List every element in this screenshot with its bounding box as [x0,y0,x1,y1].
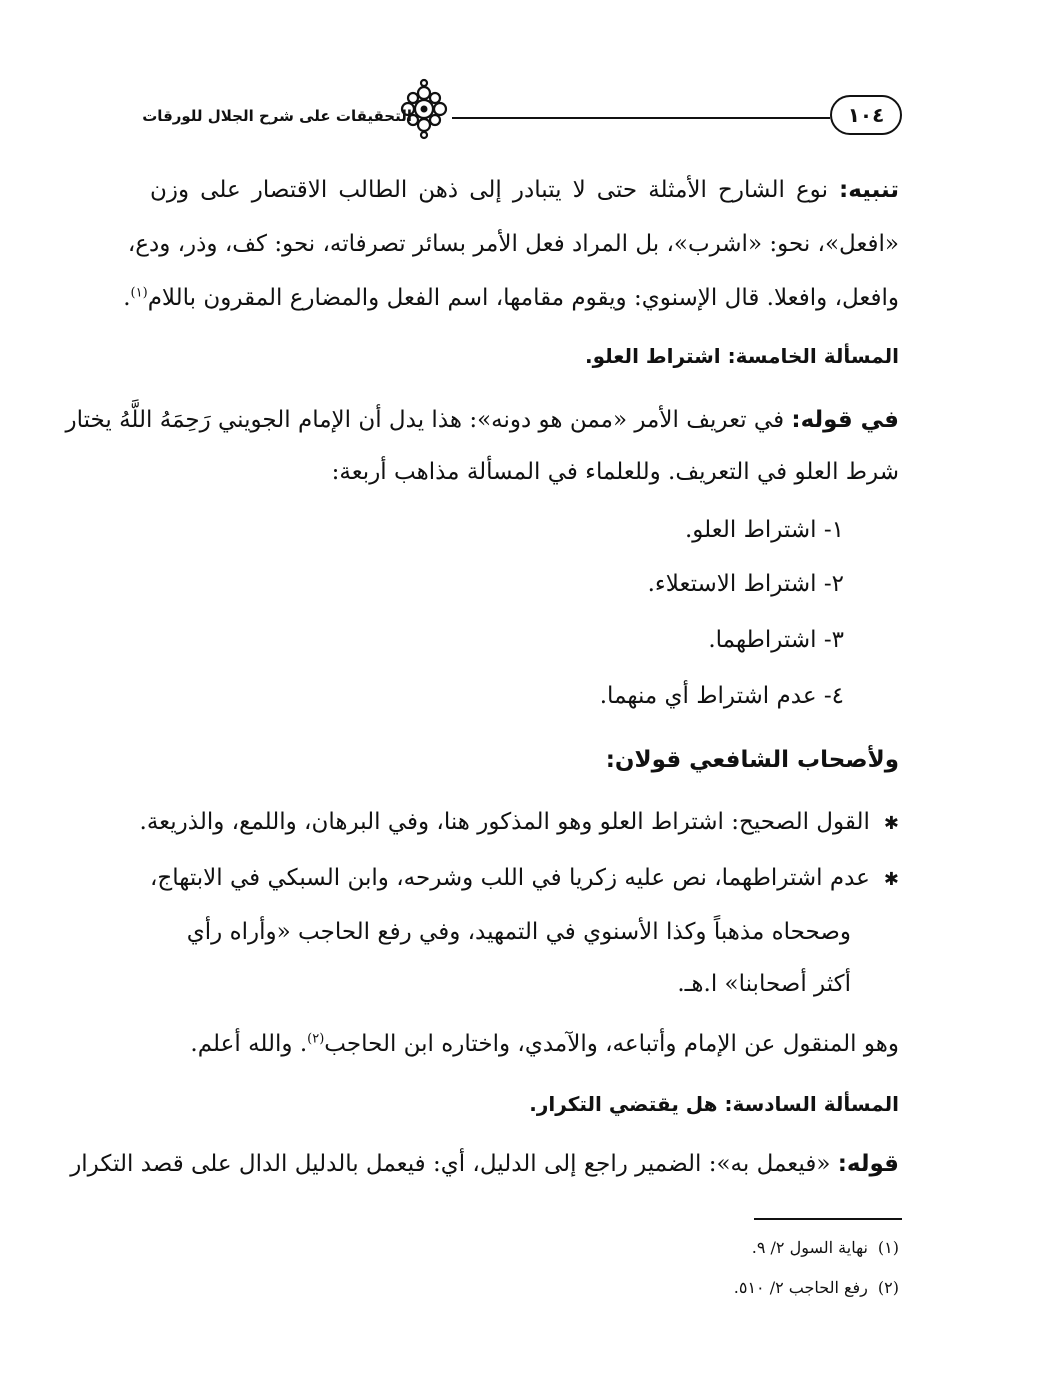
text-line: تنبيه: نوع الشارح الأمثلة حتى لا يتبادر إلى ذهن الطالب الاقتصار على وزن [150,177,899,203]
text-line: وافعل، وافعلا. قال الإسنوي: ويقوم مقامها، اسم الفعل والمضارع المقرون باللام$^{(١)}$. [123,285,899,311]
list-item: ٢- اشتراط الاستعلاء. [647,571,844,597]
bullet-item: ✱عدم اشتراطهما، نص عليه زكريا في اللب وشرحه، وابن السبكي في الابتهاج، [150,856,899,902]
footnote-ref[interactable]: (١) [130,285,148,301]
footnote-rule [754,1218,902,1220]
text-line: شرط العلو في التعريف. وللعلماء في المسألة مذاهب أربعة: [331,459,899,485]
text-line: في قوله: في تعريف الأمر «ممن هو دونه»: هذا يدل أن الإمام الجويني رَحِمَهُ اللَّهُ يختار [65,407,899,433]
text-line: قوله: «فيعمل به»: الضمير راجع إلى الدليل، أي: فيعمل بالدليل الدال على قصد التكرار [70,1151,899,1177]
footnote: (٢)رفع الحاجب ٢/ ٥١٠. [733,1278,899,1297]
text-line: «افعل»، نحو: «اشرب»، بل المراد فعل الأمر بسائر تصرفاته، نحو: كف، وذر، ودع، [127,231,899,257]
text-line: وهو المنقول عن الإمام وأتباعه، والآمدي، واختاره ابن الحاجب$^{(٢)}$. والله أعلم. [190,1031,899,1057]
lead-term: في قوله: [791,407,899,433]
footnote: (١)نهاية السول ٢/ ٩. [751,1238,899,1257]
bullet-item: ✱القول الصحيح: اشتراط العلو وهو المذكور هنا، وفي البرهان، واللمع، والذريعة. [140,800,899,846]
asterisk-bullet-icon: ✱ [883,869,899,890]
list-item: ١- اشتراط العلو. [684,517,844,543]
asterisk-bullet-icon: ✱ [883,813,899,834]
text-line: أكثر أصحابنا» ا.هـ. [677,971,851,997]
section-heading: المسألة السادسة: هل يقتضي التكرار. [529,1092,899,1116]
text-line: وصححاه مذهباً وكذا الأسنوي في التمهيد، وفي رفع الحاجب «وأراه رأي [186,919,851,945]
lead-term: قوله: [837,1151,899,1177]
list-item: ٣- اشتراطهما. [708,627,844,653]
footnote-ref[interactable]: (٢) [307,1031,325,1047]
lead-term: تنبيه: [839,177,899,203]
section-heading: المسألة الخامسة: اشتراط العلو. [584,344,899,368]
subheading: ولأصحاب الشافعي قولان: [605,747,899,773]
list-item: ٤- عدم اشتراط أي منهما. [599,683,844,709]
header-rule [452,117,830,119]
page-number: ١٠٤ [830,95,902,135]
running-title: التحقيقات على شرح الجلال للورقات [142,107,412,125]
